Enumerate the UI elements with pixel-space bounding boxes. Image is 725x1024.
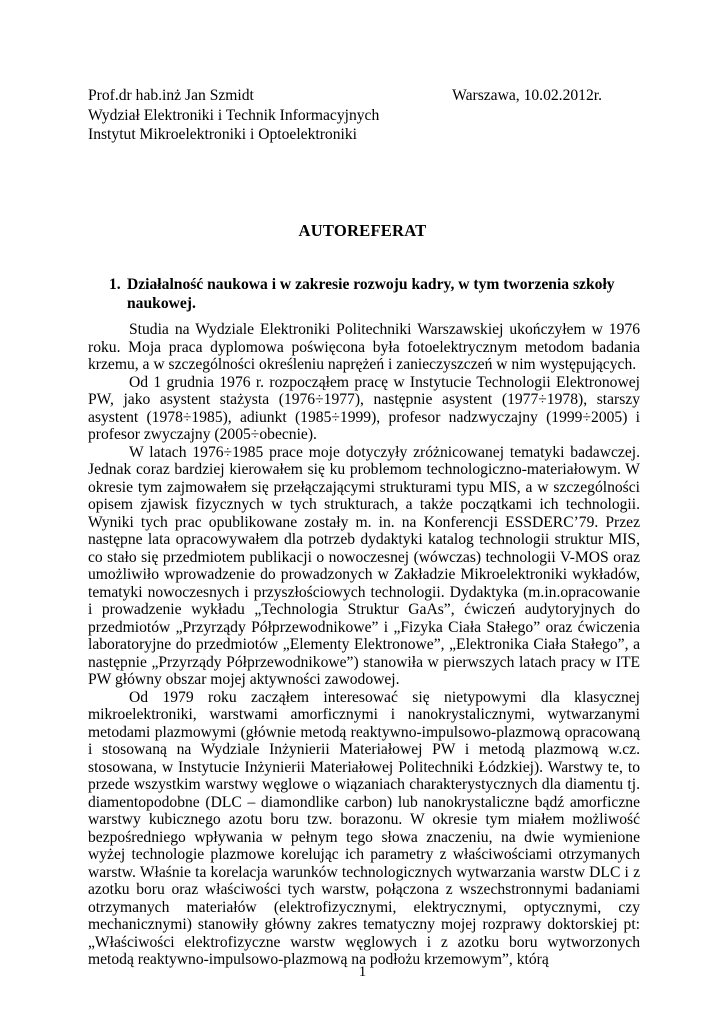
body-text xyxy=(88,321,640,969)
section-title: Działalność naukowa i w zakresie rozwoju kadry, w tym tworzenia szkoły naukowej. xyxy=(127,276,615,313)
paragraph: Studia na Wydziale Elektroniki Politechniki Warszawskiej ukończyłem w 1976 roku. Moja praca dyplomowa poświęcona była fotoelektrycznym metodom badania krzemu, a w szczególności określeniu naprężeń i zanieczyszczeń w nim występujących. xyxy=(88,321,640,373)
date-line: Warszawa, 10.02.2012r. xyxy=(452,87,602,104)
author-name: Prof.dr hab.inż Jan Szmidt xyxy=(88,87,254,104)
section-number: 1. xyxy=(109,276,121,293)
paragraph: W latach 1976÷1985 prace moje dotyczyły zróżnicowanej tematyki badawczej. Jednak coraz bardziej kierowałem się ku problemom technologiczno-materiałowym. W okresie tym zajmowałem się przełączającymi strukturami typu MIS, a w szczególności opisem zjawisk fizycznych w tych strukturach, a także początkami ich technologii. Wyniki tych prac opublikowane zostały m. in. na Konferencji ESSDERC’79. Przez następne lata opracowywałem dla potrzeb dydaktyki katalog technologii struktur MIS, co stało się przedmiotem publikacji o nowoczesnej (wówczas) technologii V-MOS oraz umożliwiło wprowadzenie do prowadzonych w Zakładzie Mikroelektroniki wykładów, tematyki nowoczesnych i przyszłościowych technologii. Dydaktyka (m.in.opracowanie i prowadzenie wykładu „Technologia Struktur GaAs”, ćwiczeń audytoryjnych do przedmiotów „Przyrządy Półprzewodnikowe” i „Fizyka Ciała Stałego” oraz ćwiczenia laboratoryjne do przedmiotów „Elementy Elektronowe”, „Elektronika Ciała Stałego”, a następnie „Przyrządy Półprzewodnikowe”) stanowiła w pierwszych latach pracy w ITE PW główny obszar mojej aktywności zawodowej. xyxy=(88,443,640,688)
paragraph: Od 1979 roku zacząłem interesować się nietypowymi dla klasycznej mikroelektroniki, warstwami amorficznymi i nanokrystalicznymi, wytwarzanymi metodami plazmowymi (głównie metodą reaktywno-impulsowo-plazmową opracowaną i stosowaną na Wydziale Inżynierii Materiałowej PW i metodą plazmową w.cz. stosowana, w Instytucie Inżynierii Materiałowej Politechniki Łódzkiej). Warstwy te, to przede wszystkim warstwy węglowe o wiązaniach charakterystycznych dla diamentu tj. diamentopodobne (DLC – diamondlike carbon) lub nanokrystaliczne bądź amorficzne warstwy kubicznego azotu boru tzw. borazonu. W okresie tym miałem możliwość bezpośredniego wpływania w pełnym tego słowa znaczeniu, na dwie wymienione wyżej technologie plazmowe korelując ich parametry z właściwościami otrzymanych warstw. Właśnie ta korelacja warunków technologicznych wytwarzania warstw DLC i z azotku boru oraz właściwości tych warstw, połączona z wszechstronnymi badaniami otrzymanych materiałów (elektrofizycznymi, elektrycznymi, optycznymi, czy mechanicznymi) stanowiły główny zakres tematyczny mojej rozprawy doktorskiej pt: „Właściwości elektrofizyczne warstw węglowych i z azotku boru wytworzonych metodą reaktywno-impulsowo-plazmową na podłożu krzemowym”, którą xyxy=(88,688,640,968)
faculty-name: Wydział Elektroniki i Technik Informacyjnych xyxy=(88,106,380,124)
paragraph: Od 1 grudnia 1976 r. rozpocząłem pracę w Instytucie Technologii Elektronowej PW, jako asystent stażysta (1976÷1977), następnie asystent (1977÷1978), starszy asystent (1978÷1985), adiunkt (1985÷1999), profesor nadzwyczajny (1999÷2005) i profesor zwyczajny (2005÷obecnie). xyxy=(88,373,640,443)
section-heading xyxy=(109,275,641,314)
document-title: AUTOREFERAT xyxy=(298,221,427,240)
page-number: 1 xyxy=(358,964,367,980)
institute-name: Instytut Mikroelektroniki i Optoelektroniki xyxy=(88,126,357,143)
letter-header xyxy=(88,86,608,145)
